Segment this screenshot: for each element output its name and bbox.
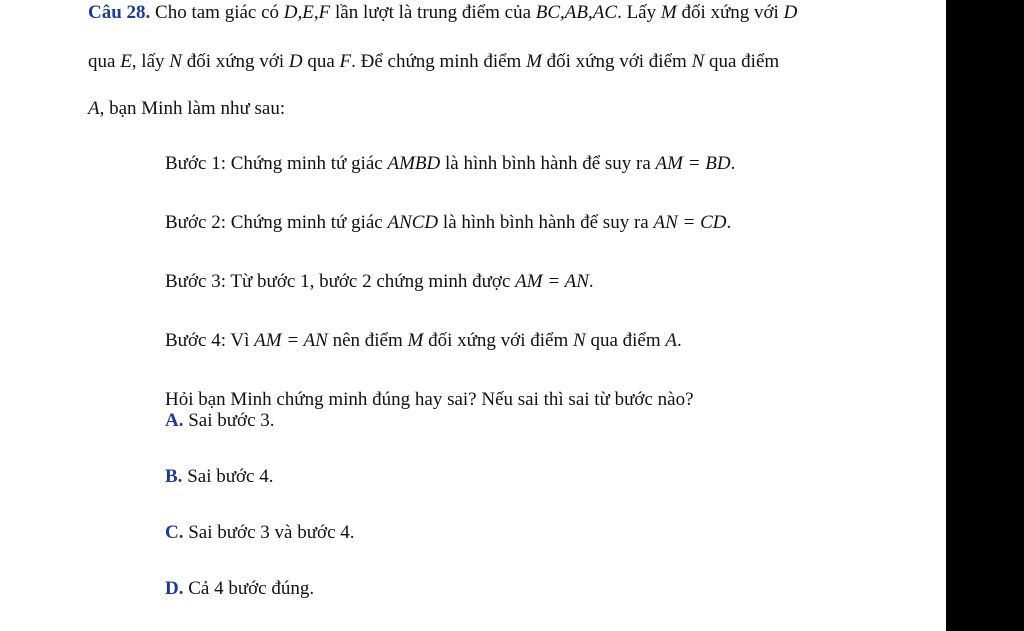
math-equation: AM = AN — [254, 330, 328, 351]
option-d[interactable] — [165, 577, 314, 601]
math-point: M — [660, 2, 677, 23]
option-letter: C. — [165, 522, 184, 543]
text-segment: Bước 2: Chứng minh tứ giác — [165, 212, 388, 233]
text-segment: . Để chứng minh điểm — [351, 51, 527, 72]
math-point: E — [120, 51, 132, 72]
question-prompt: Hỏi bạn Minh chứng minh đúng hay sai? Nếu sai thì sai từ bước nào? — [165, 389, 694, 410]
math-point: A — [665, 330, 677, 351]
math-point: D — [288, 51, 303, 72]
question-line-3 — [88, 97, 285, 121]
text-segment: Cho tam giác có — [150, 2, 284, 23]
text-segment: đối xứng với điểm — [423, 330, 574, 351]
option-letter: B. — [165, 466, 183, 487]
text-segment: qua — [88, 51, 121, 72]
text-segment: . — [726, 212, 732, 233]
text-segment: . — [588, 271, 594, 292]
text-segment: , lấy — [131, 51, 170, 72]
option-text: Cả 4 bước đúng. — [183, 578, 315, 599]
text-segment: đối xứng với — [181, 51, 289, 72]
option-text: Sai bước 4. — [182, 466, 274, 487]
step-2 — [165, 211, 731, 235]
math-equation: AN = CD — [653, 212, 727, 233]
text-segment: đối xứng với — [676, 2, 784, 23]
math-points: D,E,F — [283, 2, 331, 23]
math-point: N — [691, 51, 705, 72]
text-segment: Bước 3: Từ bước 1, bước 2 chứng minh được — [165, 271, 516, 292]
text-segment: lần lượt là trung điểm của — [330, 2, 536, 23]
option-b[interactable] — [165, 465, 274, 489]
step-1 — [165, 152, 735, 176]
text-segment: qua điểm — [585, 330, 666, 351]
question-line-1 — [88, 1, 797, 25]
text-segment: Bước 4: Vì — [165, 330, 255, 351]
text-segment: . — [677, 330, 682, 351]
option-letter: A. — [165, 410, 184, 431]
math-quadrilateral: ANCD — [387, 212, 439, 233]
text-segment: là hình bình hành để suy ra — [438, 212, 654, 233]
text-segment: , bạn Minh làm như sau: — [99, 98, 286, 119]
math-point: N — [573, 330, 586, 351]
math-point: N — [169, 51, 182, 72]
question-line-2 — [88, 50, 779, 74]
math-point: M — [407, 330, 424, 351]
step-4 — [165, 329, 682, 353]
math-point: D — [783, 2, 798, 23]
option-text: Sai bước 3 và bước 4. — [183, 522, 355, 543]
text-segment: . — [730, 153, 736, 174]
text-segment: là hình bình hành để suy ra — [440, 153, 656, 174]
option-c[interactable] — [165, 521, 355, 545]
math-point: A — [88, 98, 100, 119]
question-number: Câu 28. — [88, 2, 151, 23]
text-segment: . Lấy — [617, 2, 661, 23]
text-segment: Bước 1: Chứng minh tứ giác — [165, 153, 388, 174]
text-segment: nên điểm — [327, 330, 408, 351]
text-segment: qua điểm — [704, 51, 780, 72]
math-point: F — [339, 51, 352, 72]
math-point: M — [526, 51, 542, 72]
step-3 — [165, 270, 594, 294]
option-letter: D. — [165, 578, 184, 599]
math-equation: AM = BD — [655, 153, 731, 174]
text-segment: qua — [302, 51, 340, 72]
text-segment: đối xứng với điểm — [541, 51, 692, 72]
math-segments: BC,AB,AC — [535, 2, 618, 23]
option-text: Sai bước 3. — [183, 410, 275, 431]
math-quadrilateral: AMBD — [387, 153, 441, 174]
math-equation: AM = AN — [515, 271, 589, 292]
option-a[interactable] — [165, 409, 275, 433]
